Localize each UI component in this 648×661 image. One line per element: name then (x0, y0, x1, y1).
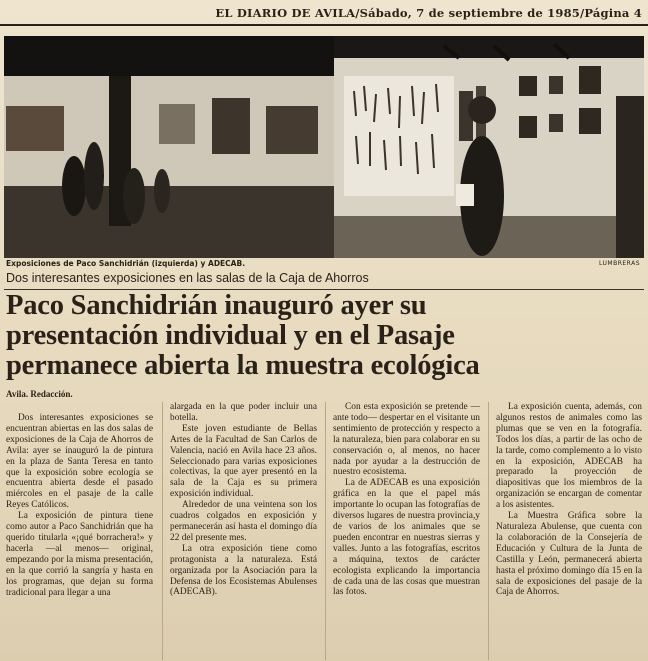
exhibition-photo-image (4, 36, 644, 258)
paragraph: La otra exposición tiene como protagonista a la naturaleza. Está organizada por la Asociación para la Defensa de los Ecosistemas Abulenses (ADECAB). (170, 543, 317, 598)
paragraph: Dos interesantes exposiciones se encuentran abiertas en las dos salas de exposiciones de la Caja de Ahorros de Avila: ayer se inauguró la de pintura en la plaza de Santa Teresa en tanto que la exposición sobre ecología se encuentra abierta desde el pasado miércoles en el pasaje de la calle Reyes Católicos. (6, 413, 153, 511)
paragraph: Con esta exposición se pretende —ante todo— despertar en el visitante un sentimiento de protección y respecto a la naturaleza, bien para colaborar en su conservación o, al menos, no hacer nada por ayudar a la destrucción de nuestro ecosistema. (333, 402, 480, 478)
photo-caption: Exposiciones de Paco Sanchidrián (izquierda) y ADECAB. (6, 259, 246, 268)
masthead-rule (0, 24, 648, 26)
paragraph: La exposición de pintura tiene como autor a Paco Sanchidrián que ha querido titularla «¡qué borrachera!» y hacerla —al menos— original, empezando por la misma presentación, en la que corrió la sangría y hasta en los programas, que dejan su forma tradicional para llegar a una (6, 511, 153, 598)
article-column-2 (170, 402, 317, 598)
paragraph: Alrededor de una veintena son los cuadros colgados en exposición y permanecerán así hasta el domingo día 22 del presente mes. (170, 500, 317, 543)
column-divider (325, 402, 326, 660)
paragraph: La Muestra Gráfica sobre la Naturaleza Abulense, que cuenta con la colaboración de la Consejería de Educación y Cultura de la Junta de Castilla y León, permanecerá abierta hasta el próximo domingo día 15 en la sala de exposiciones del pasaje de la Caja de Ahorros. (496, 511, 642, 598)
paragraph: alargada en la que poder incluir una botella. (170, 402, 317, 423)
column-divider (162, 402, 163, 660)
subheading: Dos interesantes exposiciones en las salas de la Caja de Ahorros (6, 271, 369, 285)
exhibition-photo (4, 36, 644, 258)
article-column-3 (333, 402, 480, 598)
headline-line-2: presentación individual y en el Pasaje (6, 320, 455, 351)
photo-credit: LUMBRERAS (598, 260, 640, 267)
paragraph: La exposición cuenta, además, con algunos restos de animales como las plumas que se ven en la fotografía. Todos los días, a partir de las ocho de la tarde, como complemento a lo visto en la exposición, ADECAB ha preparado la proyección de diapositivas que los miembros de la organización se encargan de comentar a los asistentes. (496, 402, 642, 511)
headline-line-3: permanece abierta la muestra ecológica (6, 350, 480, 381)
paragraph: Este joven estudiante de Bellas Artes de la Facultad de San Carlos de Valencia, nació en Avila hace 23 años. Seleccionado para varias exposiciones colectivas, la que ayer presentó en la sala de la Caja es su primera exposición individual. (170, 423, 317, 500)
article-column-4 (496, 402, 642, 598)
column-divider (488, 402, 489, 660)
byline: Avila. Redacción. (6, 389, 73, 399)
article-column-1 (6, 413, 153, 598)
paragraph: La de ADECAB es una exposición gráfica en la que el papel más importante lo ocupan las fotografías de diversos lugares de nuestra provincia,y de varios de los animales que se pueden encontrar en nuestras sierras y valles. Junto a las fotografías, escritos a máquina, textos de carácter ecologista explicando la importancia de cada una de las cosas que muestran las fotos. (333, 478, 480, 598)
masthead: EL DIARIO DE AVILA/Sábado, 7 de septiembre de 1985/Página 4 (215, 6, 642, 20)
headline (6, 291, 646, 381)
headline-line-1: Paco Sanchidrián inauguró ayer su (6, 290, 427, 321)
